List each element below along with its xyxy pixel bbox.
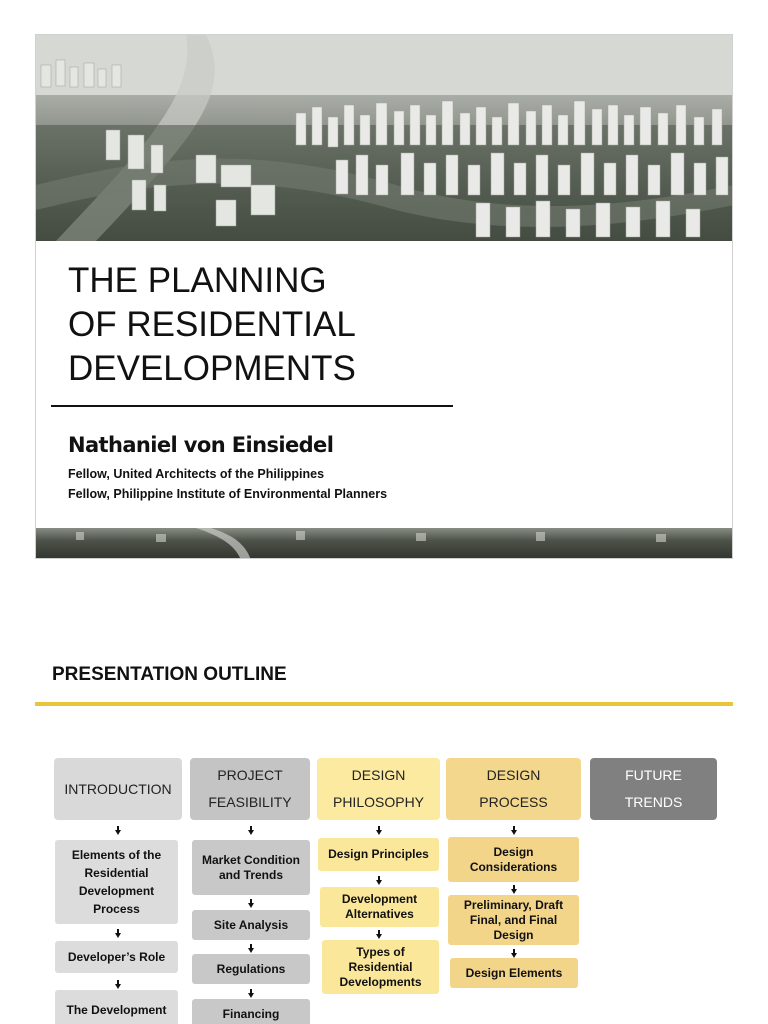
- outline-item: Design Elements: [450, 958, 578, 988]
- outline-item: Design Considerations: [448, 837, 579, 882]
- header-line: FEASIBILITY: [208, 794, 292, 810]
- author-name: Nathaniel von Einsiedel: [68, 433, 334, 457]
- header-line: PROJECT: [217, 767, 283, 783]
- outline-item: Developer’s Role: [55, 941, 178, 973]
- down-arrow-icon: [115, 933, 121, 938]
- outline-accent-rule: [35, 702, 733, 706]
- column-header-design-process: [446, 758, 581, 820]
- down-arrow-icon: [376, 830, 382, 835]
- header-line: DESIGN: [486, 767, 541, 783]
- column-header-design-philosophy: [317, 758, 440, 820]
- title-line: DEVELOPMENTS: [68, 349, 356, 388]
- title-slide: [35, 34, 733, 559]
- outline-item: Elements of the Residential Development Process: [55, 840, 178, 924]
- down-arrow-icon: [248, 948, 254, 953]
- header-line: TRENDS: [624, 794, 683, 810]
- down-arrow-icon: [248, 993, 254, 998]
- outline-item: The Development: [55, 990, 178, 1024]
- outline-item: Financing: [192, 999, 310, 1024]
- down-arrow-icon: [248, 903, 254, 908]
- outline-title: PRESENTATION OUTLINE: [52, 664, 287, 685]
- aerial-city-illustration: [36, 35, 733, 241]
- outline-item: Preliminary, Draft Final, and Final Design: [448, 895, 579, 945]
- outline-item: Types of Residential Developments: [322, 940, 439, 994]
- outline-item: Design Principles: [318, 838, 439, 871]
- column-header-project-feasibility: [190, 758, 310, 820]
- outline-item: Market Condition and Trends: [192, 840, 310, 895]
- aerial-photo-strip: [36, 528, 733, 559]
- down-arrow-icon: [115, 984, 121, 989]
- column-header-future-trends: [590, 758, 717, 820]
- header-line: FUTURE: [625, 767, 682, 783]
- header-line: PROCESS: [479, 794, 548, 810]
- header-line: PHILOSOPHY: [332, 794, 425, 810]
- header-line: INTRODUCTION: [64, 780, 172, 797]
- author-fellowship: Fellow, United Architects of the Philippines: [68, 467, 325, 481]
- outline-item: Development Alternatives: [320, 887, 439, 927]
- author-fellowship: Fellow, Philippine Institute of Environmental Planners: [68, 487, 388, 501]
- down-arrow-icon: [511, 889, 517, 894]
- aerial-strip-illustration: [36, 528, 733, 559]
- title-line: OF RESIDENTIAL: [68, 305, 356, 344]
- presentation-title: [68, 259, 548, 391]
- down-arrow-icon: [511, 830, 517, 835]
- down-arrow-icon: [376, 934, 382, 939]
- title-line: THE PLANNING: [68, 261, 327, 300]
- title-divider: [51, 405, 453, 407]
- outline-item: Regulations: [192, 954, 310, 984]
- down-arrow-icon: [248, 830, 254, 835]
- down-arrow-icon: [376, 880, 382, 885]
- down-arrow-icon: [115, 830, 121, 835]
- header-line: DESIGN: [351, 767, 406, 783]
- aerial-city-photo: [36, 35, 733, 241]
- column-header-introduction: [54, 758, 182, 820]
- outline-item: Site Analysis: [192, 910, 310, 940]
